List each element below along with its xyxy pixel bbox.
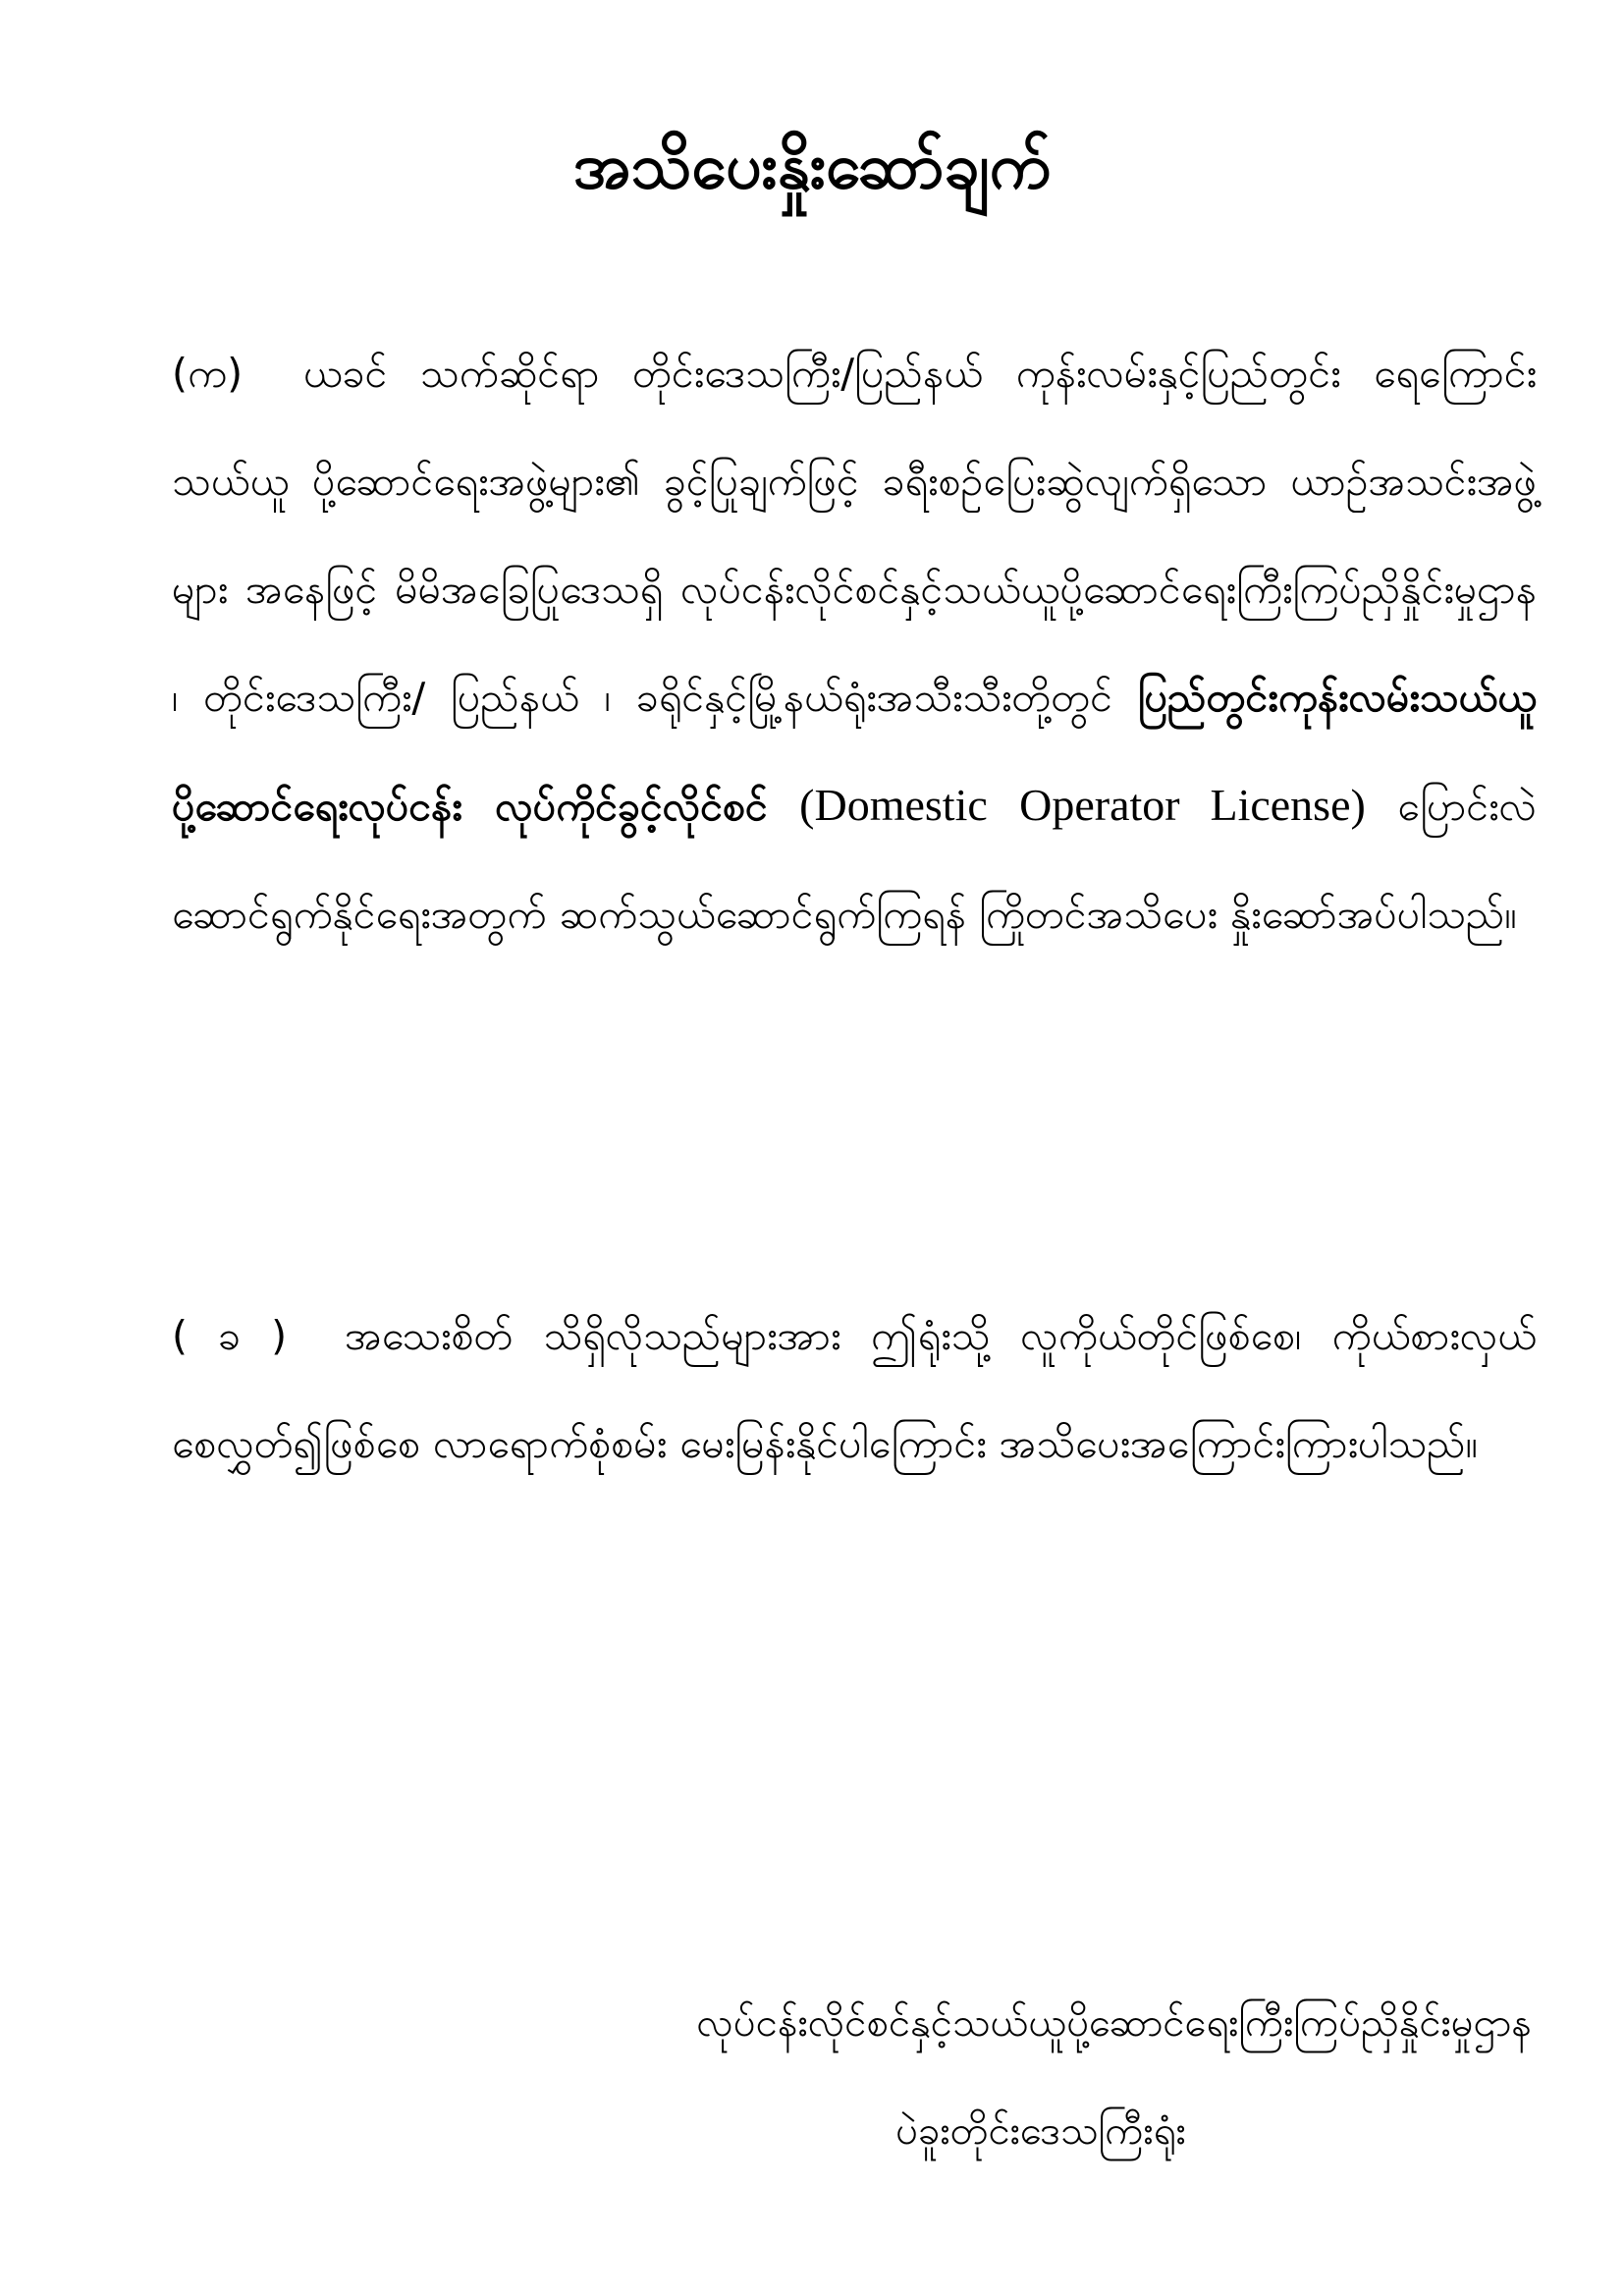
paragraph-a-marker: (က)	[172, 350, 244, 397]
paragraph-b-marker: ( ခ )	[172, 1312, 288, 1359]
paragraph-b	[172, 1282, 1537, 1498]
paragraph-a	[172, 319, 1537, 968]
paragraph-b-text: အသေးစိတ် သိရှိလိုသည်များအား ဤရုံးသို့ လူကိုယ်တိုင်ဖြစ်စေ၊ ကိုယ်စားလှယ် စေလွှတ်၍ဖြစ်စေ လာရောက်စုံစမ်း မေးမြန်းနိုင်ပါကြောင်း အသိပေးအကြောင်းကြားပါသည်။	[172, 1312, 1537, 1467]
paragraph-a-english-term: (Domestic	[799, 780, 988, 830]
paragraph-a-text-2: ပြောင်းလဲ ဆောင်ရွက်နိုင်ရေးအတွက် ဆက်သွယ်ဆောင်ရွက်ကြရန် ကြိုတင်အသိပေး နှိုးဆော်အပ်ပါသည်။	[172, 783, 1537, 938]
paragraph-a-english-term-2: Operator License)	[1019, 780, 1366, 830]
paragraph-a-bold-text: ပြည်တွင်းကုန်းလမ်းသယ်ယူပို့ဆောင်ရေးလုပ်ငန်း လုပ်ကိုင်ခွင့်လိုင်စင်	[172, 674, 1537, 830]
paragraph-a-text-1: ယခင် သက်ဆိုင်ရာ တိုင်းဒေသကြီး/ပြည်နယ် ကုန်းလမ်းနှင့်ပြည်တွင်း ရေကြောင်းသယ်ယူ ပို့ဆောင်ရေးအဖွဲ့များ၏ ခွင့်ပြုချက်ဖြင့် ခရီးစဉ်ပြေးဆွဲလျက်ရှိသော ယာဉ်အသင်းအဖွဲ့များ အနေဖြင့် မိမိအခြေပြုဒေသရှိ လုပ်ငန်းလိုင်စင်နှင့်သယ်ယူပို့ဆောင်ရေးကြီးကြပ်ညှိနှိုင်းမှုဌာန ၊ တိုင်းဒေသကြီး/ ပြည်နယ် ၊ ခရိုင်နှင့်မြို့နယ်ရုံးအသီးသီးတို့တွင်	[172, 350, 1537, 721]
signature-office: ပဲခူးတိုင်းဒေသကြီးရုံး	[895, 2108, 1186, 2154]
signature-department: လုပ်ငန်းလိုင်စင်နှင့်သယ်ယူပို့ဆောင်ရေးကြီးကြပ်ညှိနှိုင်းမှုဌာန	[696, 2000, 1532, 2046]
notice-title: အသိပေးနှိုးဆော်ချက်	[572, 131, 1052, 203]
